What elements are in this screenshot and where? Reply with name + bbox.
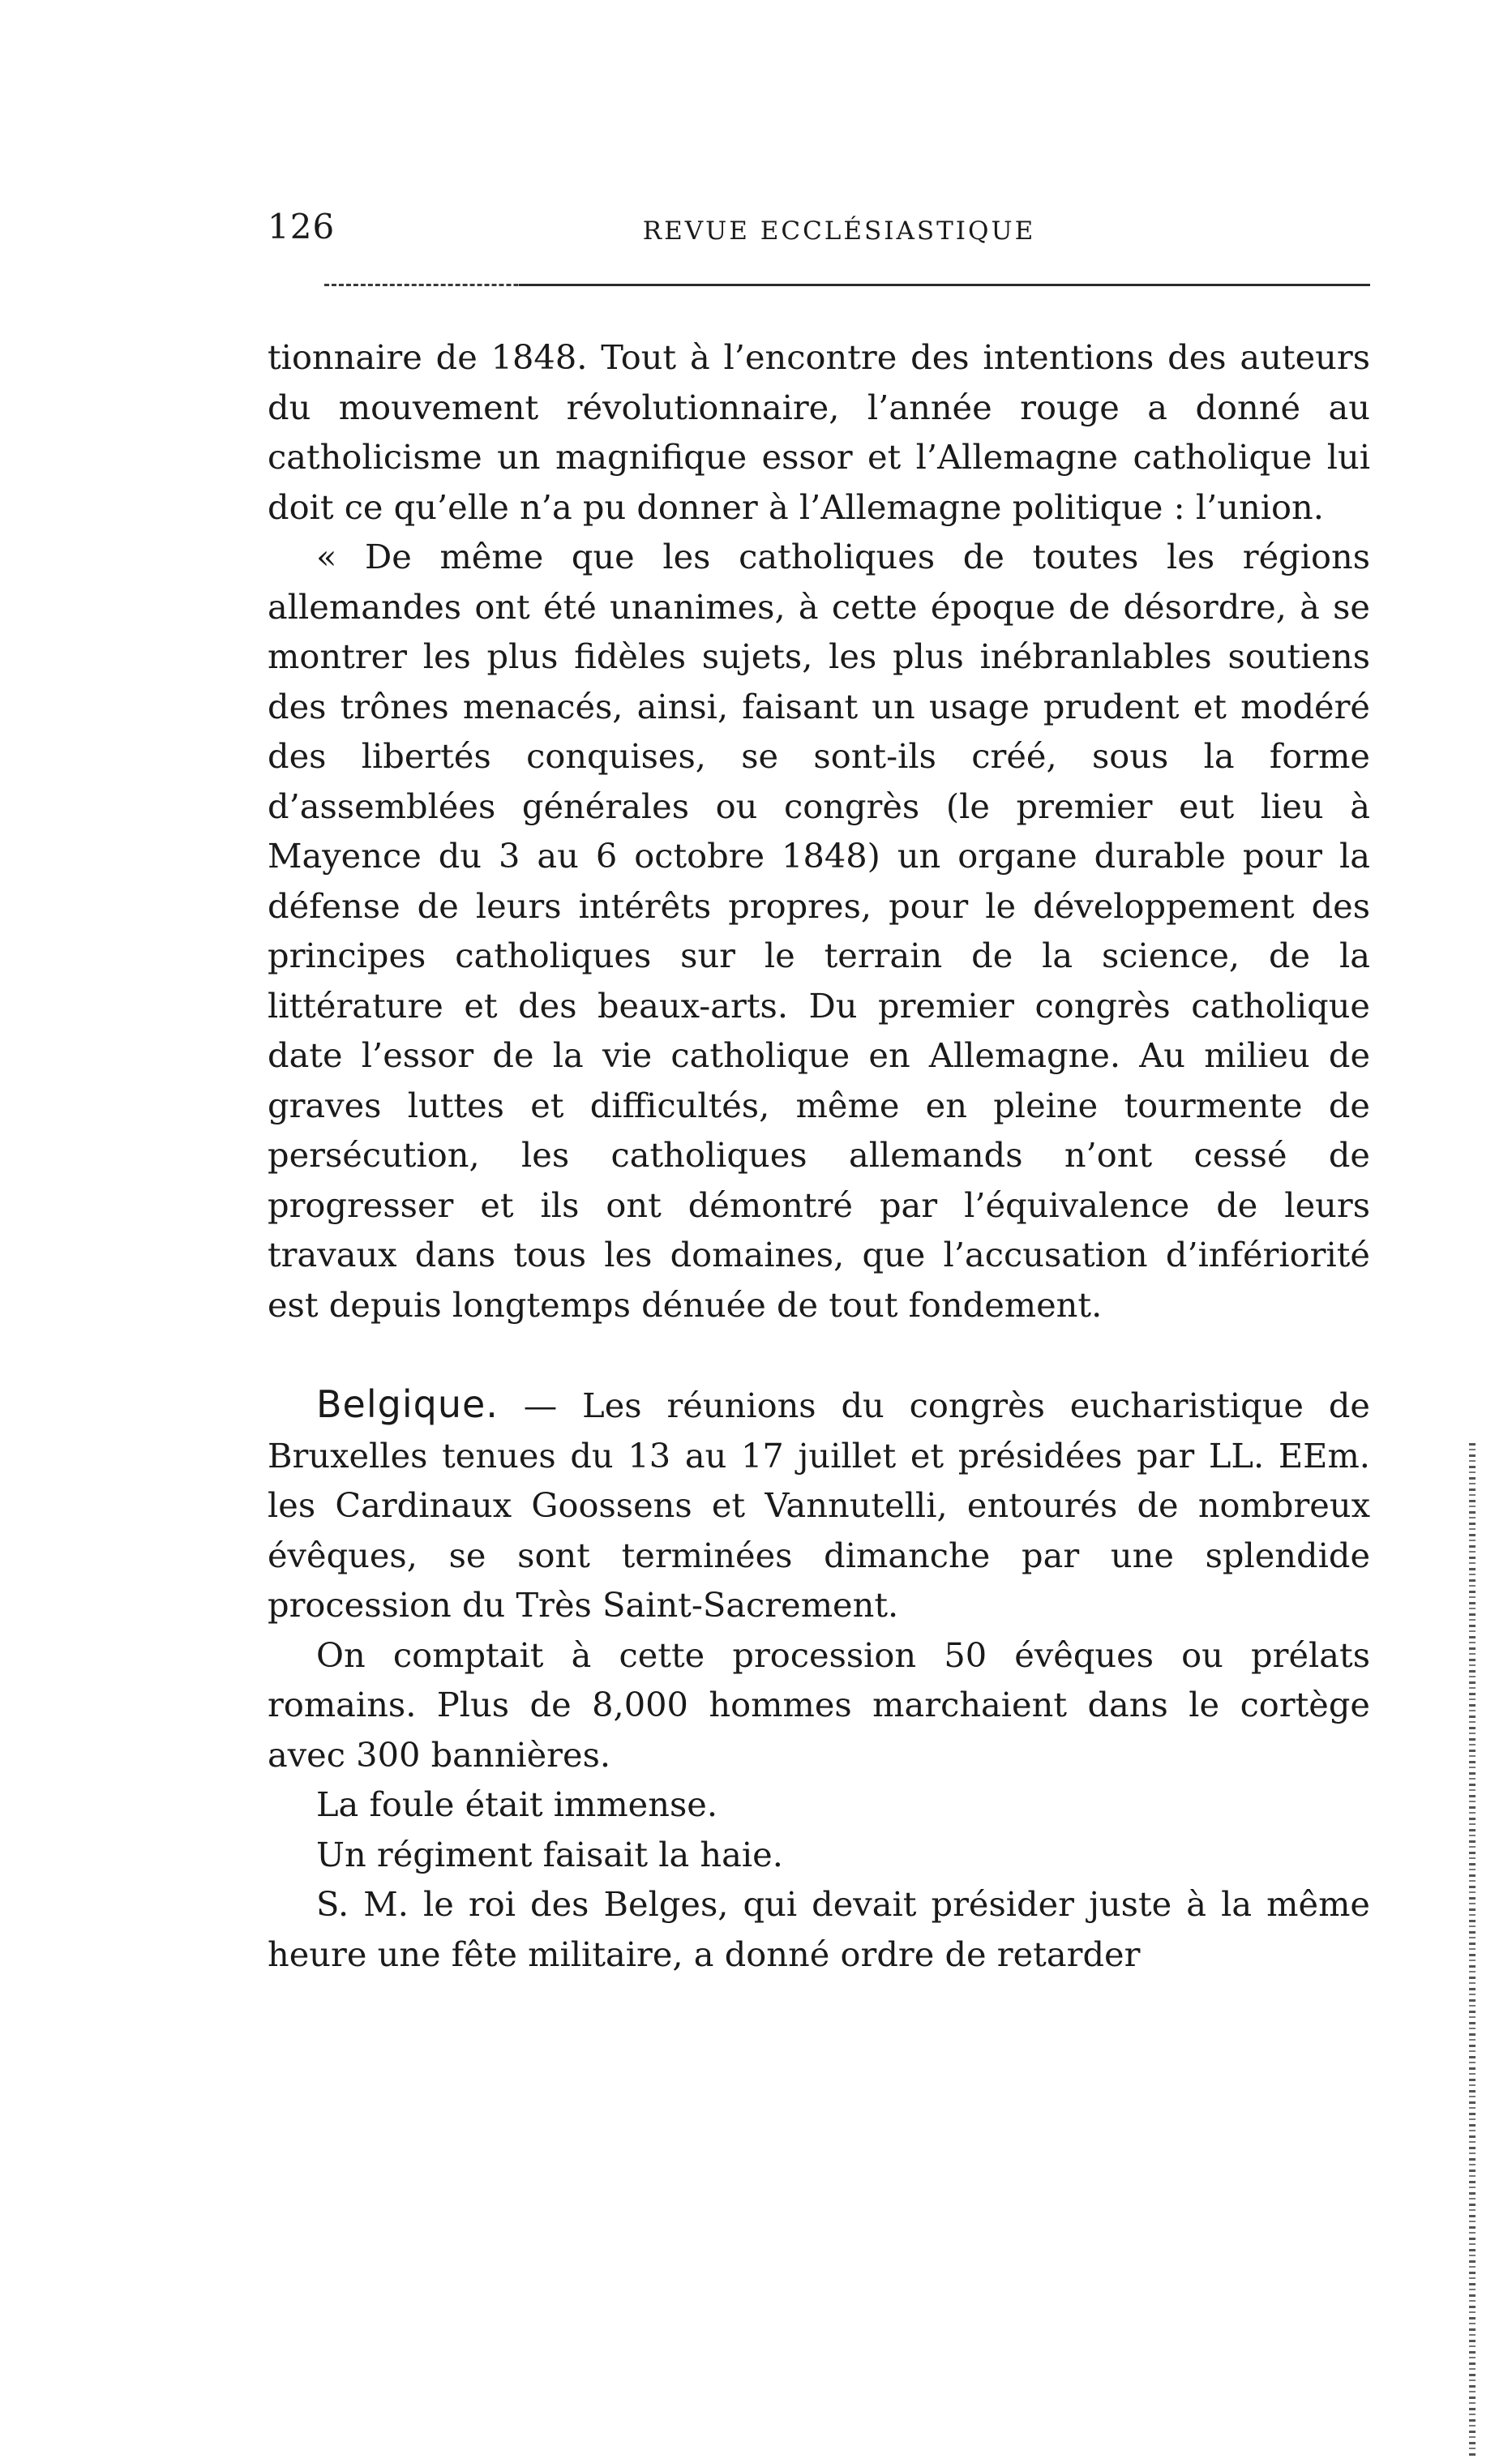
paragraph-regiment: Un régiment faisait la haie. xyxy=(316,1834,783,1874)
body-text xyxy=(268,332,1370,1979)
running-title: REVUE ECCLÉSIASTIQUE xyxy=(642,216,1036,246)
running-head xyxy=(268,207,1378,255)
page-number: 126 xyxy=(268,207,336,246)
section-heading: Belgique. xyxy=(316,1382,499,1426)
page-edge-shadow xyxy=(1469,1443,1476,2457)
paragraph-belgique-text: — Les réunions du congrès eucharistique de Bruxelles tenues du 13 au 17 juillet et présidées par LL. EEm. les Cardinaux Goossens et Vannutelli, entourés de nombreux évêques, se sont terminées dimanche par une splendide procession du Très Saint-Sacrement. xyxy=(268,1386,1370,1625)
paragraph-continuation: tionnaire de 1848. Tout à l’encontre des intentions des auteurs du mouvement révolutionnaire, l’année rouge a donné au catholicisme un magnifique essor et l’Allemagne catholique lui doit ce qu’elle n’a pu donner à l’Allemagne politique : l’union. xyxy=(268,337,1370,527)
header-rule-solid xyxy=(519,284,1370,286)
paragraph-crowd: La foule était immense. xyxy=(316,1784,718,1824)
paragraph-quotation: « De même que les catholiques de toutes les régions allemandes ont été unanimes, à cette époque de désordre, à se montrer les plus fidèles sujets, les plus inébranlables soutiens des trônes menacés, ainsi, faisant un usage prudent et modéré des libertés conquises, se sont-ils créé, sous la forme d’assemblées générales ou congrès (le premier eut lieu à Mayence du 3 au 6 octobre 1848) un organe durable pour la défense de leurs intérêts propres, pour le développement des principes catholiques sur le terrain de la science, de la littérature et des beaux-arts. Du premier congrès catholique date l’essor de la vie catholique en Allemagne. Au milieu de graves luttes et difficultés, même en pleine tourmente de persécution, les catholiques allemands n’ont cessé de progresser et ils ont démontré par l’équivalence de leurs travaux dans tous les domaines, que l’accusation d’infériorité est depuis longtemps dénuée de tout fondement. xyxy=(268,537,1370,1325)
paragraph-belgique xyxy=(268,1380,1370,1630)
paragraph-king: S. M. le roi des Belges, qui devait présider juste à la même heure une fête militaire, a donné ordre de retarder xyxy=(268,1884,1370,1974)
paragraph-procession: On comptait à cette procession 50 évêques ou prélats romains. Plus de 8,000 hommes marchaient dans le cortège avec 300 bannières. xyxy=(268,1634,1370,1775)
